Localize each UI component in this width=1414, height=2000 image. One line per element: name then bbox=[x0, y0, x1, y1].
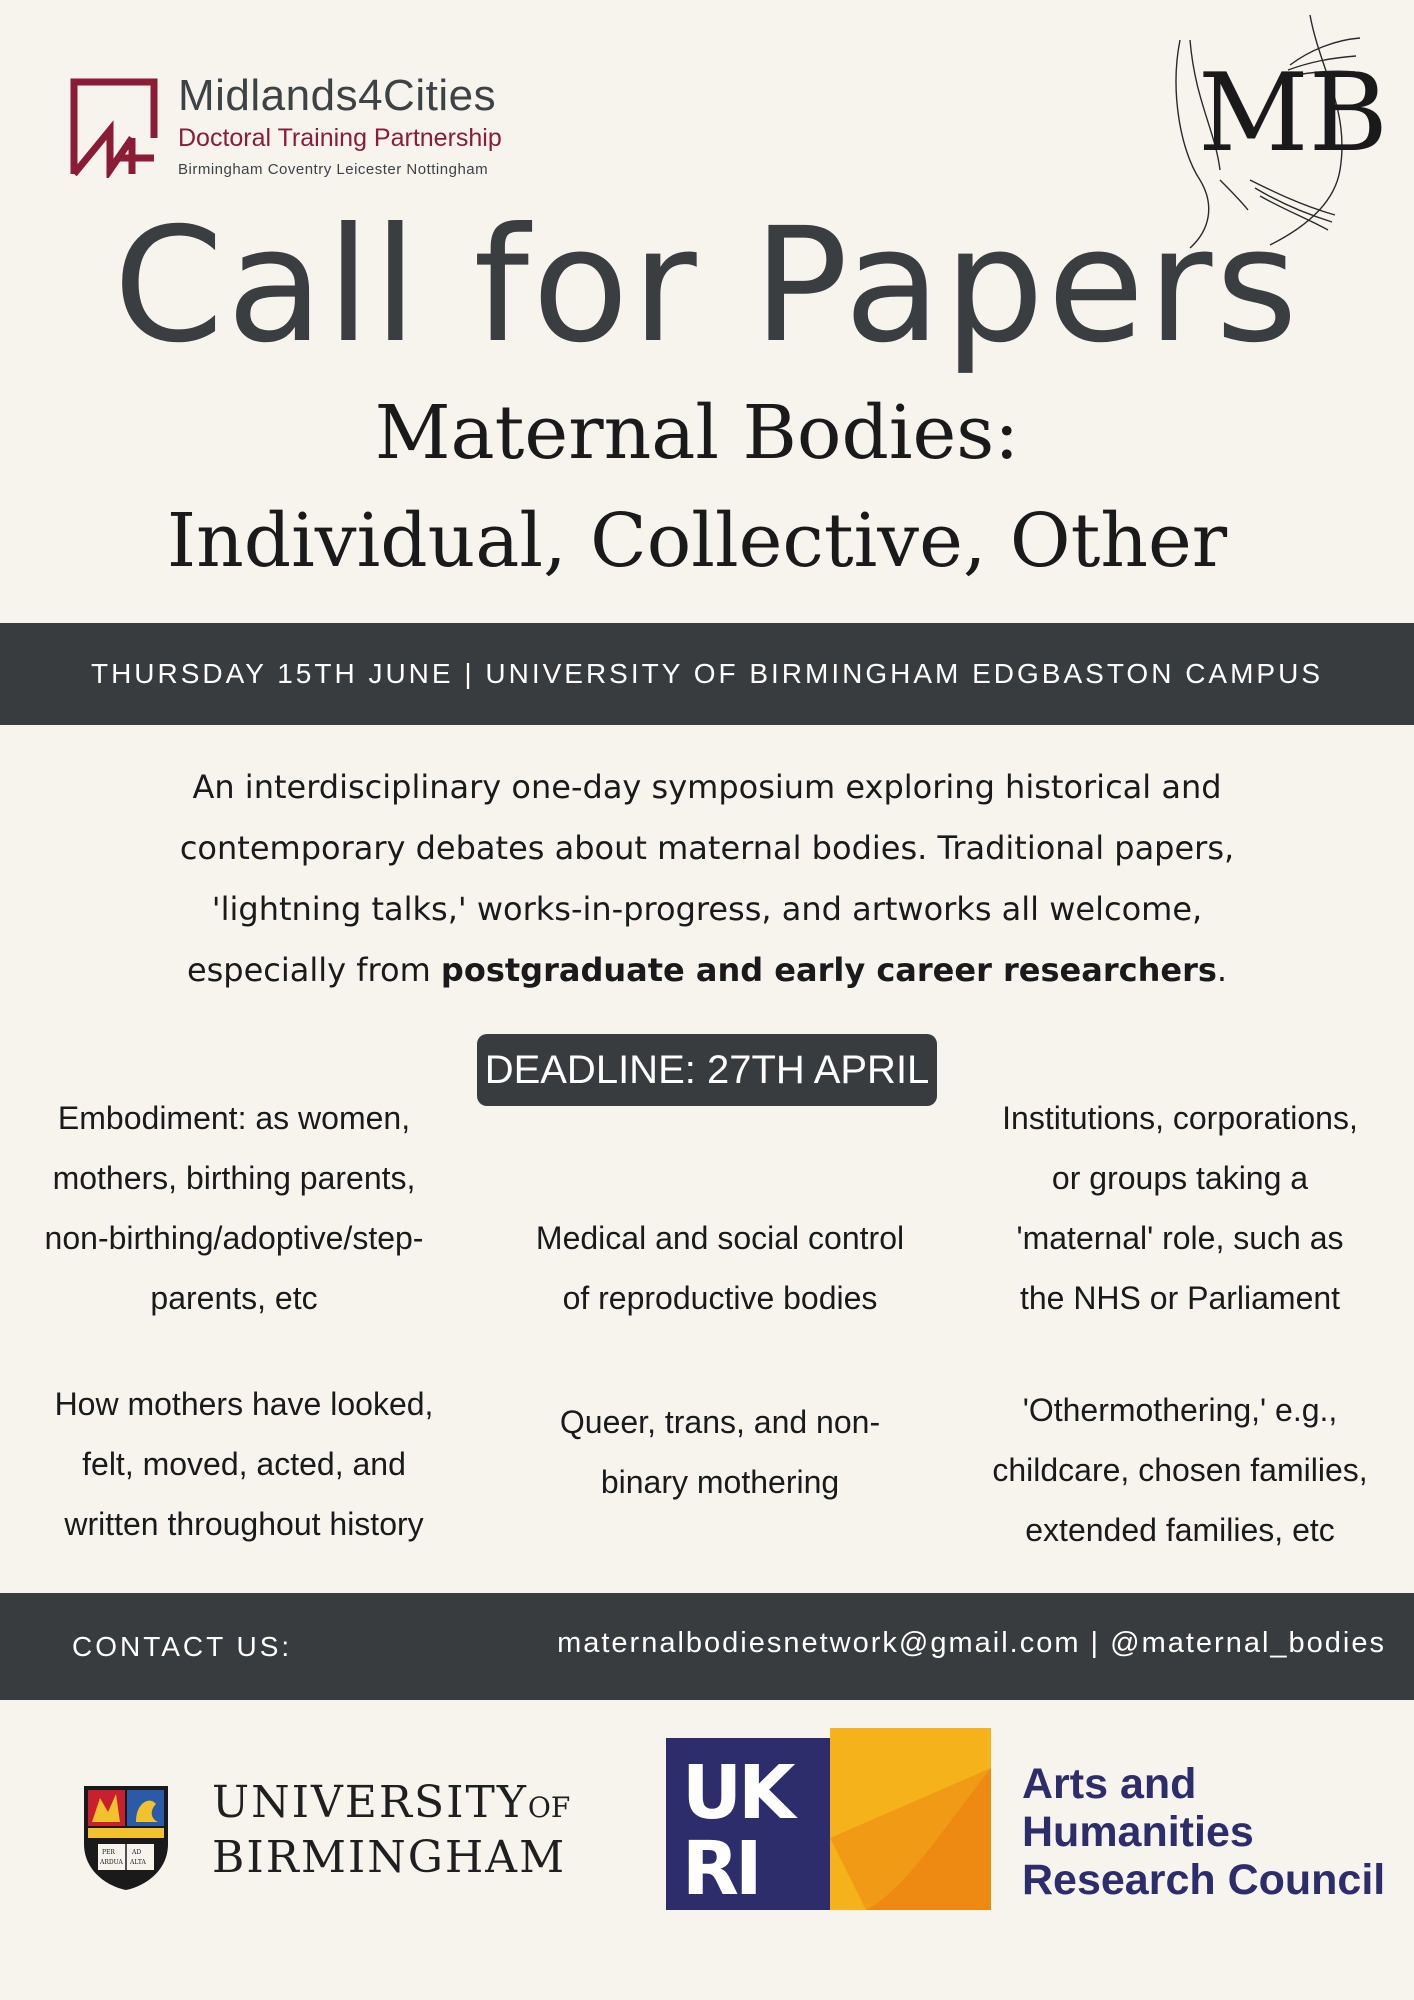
deadline-text: DEADLINE: 27TH APRIL bbox=[484, 1047, 930, 1092]
intro-line: An interdisciplinary one-day symposium exploring historical and bbox=[192, 768, 1222, 806]
intro-line bbox=[100, 940, 1314, 1001]
theme-medical-control bbox=[500, 1208, 940, 1328]
theme-queer-mothering bbox=[500, 1392, 940, 1512]
ahrc-line: Arts and bbox=[1022, 1760, 1197, 1808]
svg-text:ARDUA: ARDUA bbox=[100, 1859, 123, 1866]
theme-line: Institutions, corporations, bbox=[1002, 1100, 1358, 1136]
theme-line: binary mothering bbox=[600, 1464, 840, 1500]
theme-line: felt, moved, acted, and bbox=[82, 1446, 406, 1482]
midlands4cities-logo-icon bbox=[70, 78, 158, 178]
theme-line: Embodiment: as women, bbox=[57, 1100, 411, 1136]
ukri-logo-icon bbox=[666, 1728, 991, 1910]
deadline-badge bbox=[477, 1034, 937, 1106]
intro-line: 'lightning talks,' works-in-progress, and artworks all welcome, bbox=[211, 890, 1203, 928]
theme-line: non-birthing/adoptive/step- bbox=[44, 1220, 424, 1256]
intro-text: especially from bbox=[186, 951, 441, 989]
theme-line: or groups taking a bbox=[1051, 1160, 1309, 1196]
svg-text:ALTA: ALTA bbox=[130, 1859, 146, 1866]
m4c-cities: Birmingham Coventry Leicester Nottingham bbox=[178, 161, 489, 179]
contact-label: CONTACT US: bbox=[72, 1631, 293, 1662]
mb-monogram: MB bbox=[1198, 51, 1388, 176]
date-location-text: THURSDAY 15TH JUNE | UNIVERSITY OF BIRMINGHAM EDGBASTON CAMPUS bbox=[90, 658, 1324, 689]
svg-text:AD: AD bbox=[132, 1849, 142, 1856]
theme-line: extended families, etc bbox=[1025, 1512, 1335, 1548]
svg-text:RI: RI bbox=[682, 1826, 759, 1910]
uob-line-1 bbox=[212, 1778, 570, 1833]
theme-embodiment bbox=[14, 1088, 454, 1328]
intro-text: . bbox=[1216, 951, 1228, 989]
uob-of: OF bbox=[527, 1791, 571, 1824]
intro-line: contemporary debates about maternal bodies. Traditional papers, bbox=[179, 829, 1235, 867]
theme-history bbox=[24, 1374, 464, 1554]
m4c-title: Midlands4Cities bbox=[178, 71, 497, 120]
university-of-birmingham-logo bbox=[212, 1778, 570, 1883]
event-title-line-2: Individual, Collective, Other bbox=[166, 498, 1228, 584]
svg-text:UK: UK bbox=[682, 1750, 792, 1836]
theme-line: the NHS or Parliament bbox=[1019, 1280, 1341, 1316]
theme-othermothering bbox=[960, 1380, 1400, 1560]
page-title: Call for Papers bbox=[113, 194, 1301, 378]
theme-line: 'Othermothering,' e.g., bbox=[1022, 1392, 1338, 1428]
university-crest-icon bbox=[80, 1782, 172, 1892]
event-title-line-1: Maternal Bodies: bbox=[374, 390, 1020, 476]
uob-university: UNIVERSITY bbox=[212, 1777, 528, 1828]
theme-line: How mothers have looked, bbox=[54, 1386, 434, 1422]
m4c-logo-text bbox=[178, 72, 502, 178]
theme-line: 'maternal' role, such as bbox=[1016, 1220, 1344, 1256]
theme-line: childcare, chosen families, bbox=[992, 1452, 1368, 1488]
theme-line: of reproductive bodies bbox=[562, 1280, 878, 1316]
m4c-subtitle: Doctoral Training Partnership bbox=[178, 124, 502, 153]
date-location-banner bbox=[0, 623, 1414, 725]
contact-banner bbox=[0, 1593, 1414, 1700]
theme-line: parents, etc bbox=[150, 1280, 318, 1316]
svg-text:PER: PER bbox=[102, 1849, 115, 1856]
theme-line: written throughout history bbox=[64, 1506, 424, 1542]
intro-paragraph bbox=[100, 757, 1314, 1001]
theme-line: mothers, birthing parents, bbox=[52, 1160, 416, 1196]
contact-email-handle[interactable]: maternalbodiesnetwork@gmail.com | @maternal_bodies bbox=[557, 1627, 1386, 1659]
ahrc-line: Research Council bbox=[1022, 1856, 1386, 1904]
theme-institutions bbox=[960, 1088, 1400, 1328]
intro-highlight: postgraduate and early career researchers bbox=[440, 951, 1217, 989]
ahrc-line: Humanities bbox=[1022, 1808, 1254, 1856]
theme-line: Queer, trans, and non- bbox=[559, 1404, 881, 1440]
theme-line: Medical and social control bbox=[535, 1220, 905, 1256]
uob-line-2: BIRMINGHAM bbox=[212, 1832, 567, 1883]
ahrc-logo-text bbox=[1022, 1760, 1385, 1904]
